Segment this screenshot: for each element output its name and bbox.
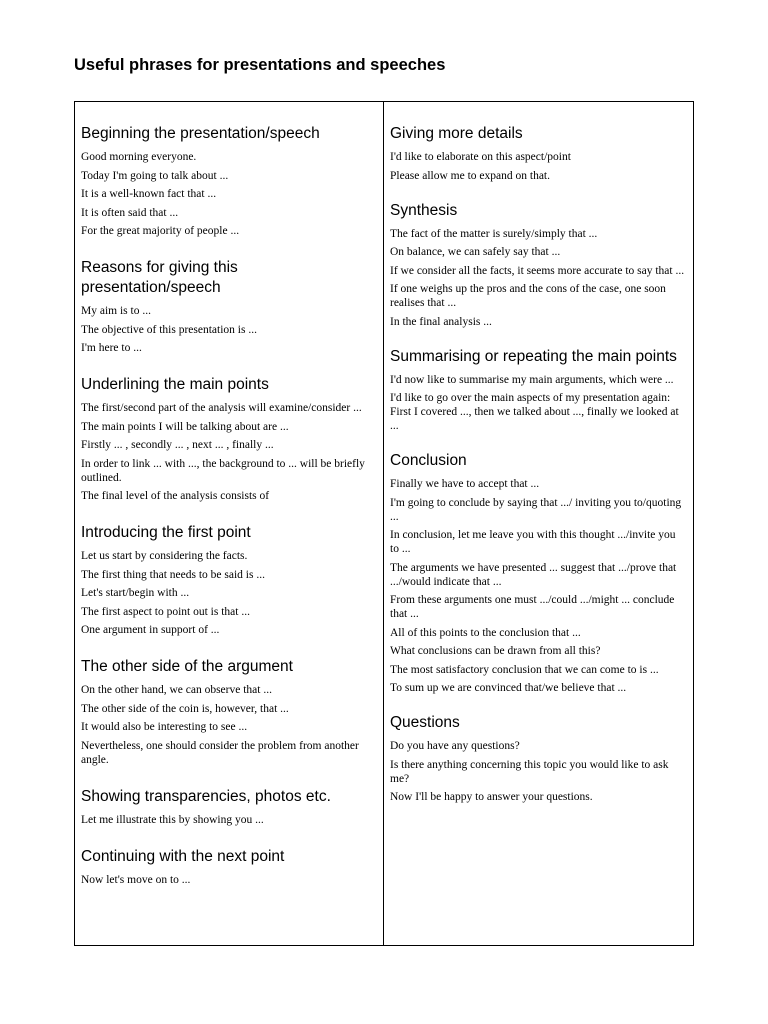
phrase-item: Nevertheless, one should consider the problem from another angle. bbox=[81, 739, 359, 766]
phrase-item: I'm going to conclude by saying that .../ inviting you to/quoting ... bbox=[390, 496, 682, 523]
section-heading: Reasons for giving this presentation/speech bbox=[81, 259, 238, 296]
section-the-other-side-of-the-argument bbox=[81, 657, 377, 767]
section-reasons-for-giving-this-presentation-speech bbox=[81, 258, 377, 355]
phrase-item: I'd like to go over the main aspects of my presentation again: First I covered ..., then we talked about ..., finally we looked at ... bbox=[390, 392, 679, 432]
phrase-item: In the final analysis ... bbox=[390, 315, 492, 328]
section-showing-transparencies-photos-etc bbox=[81, 787, 377, 827]
phrase-item: My aim is to ... bbox=[81, 305, 151, 317]
phrase-item: It is often said that ... bbox=[81, 206, 179, 219]
phrase-item: The other side of the coin is, however, that ... bbox=[81, 702, 289, 715]
section-heading: Introducing the first point bbox=[81, 524, 251, 541]
section-continuing-with-the-next-point bbox=[81, 847, 377, 887]
phrase-item: In conclusion, let me leave you with this thought .../invite you to ... bbox=[390, 529, 676, 555]
phrase-item: Do you have any questions? bbox=[390, 740, 520, 752]
section-beginning-the-presentation-speech bbox=[81, 124, 377, 238]
section-heading: Beginning the presentation/speech bbox=[81, 125, 320, 142]
phrase-item: One argument in support of ... bbox=[81, 624, 220, 636]
phrase-item: If we consider all the facts, it seems more accurate to say that ... bbox=[390, 264, 685, 277]
phrase-item: From these arguments one must .../could .../might ... conclude that ... bbox=[390, 594, 675, 620]
phrase-item: On balance, we can safely say that ... bbox=[390, 246, 561, 258]
phrase-item: The final level of the analysis consists of bbox=[81, 490, 270, 502]
phrases-table bbox=[74, 101, 694, 946]
page-title: Useful phrases for presentations and speeches bbox=[74, 56, 446, 74]
phrase-item: Let us start by considering the facts. bbox=[81, 550, 248, 562]
section-heading: Synthesis bbox=[390, 201, 458, 219]
section-heading: Showing transparencies, photos etc. bbox=[81, 787, 331, 805]
section-giving-more-details bbox=[390, 124, 687, 183]
phrase-item: All of this points to the conclusion that ... bbox=[390, 626, 581, 639]
section-heading: Questions bbox=[390, 714, 460, 731]
phrase-item: Finally we have to accept that ... bbox=[390, 478, 540, 490]
phrase-item: On the other hand, we can observe that ... bbox=[81, 684, 272, 696]
phrase-item: Now I'll be happy to answer your questions. bbox=[390, 791, 593, 803]
phrase-item: To sum up we are convinced that/we believe that ... bbox=[390, 682, 627, 694]
phrase-item: Good morning everyone. bbox=[81, 151, 197, 163]
phrase-item: If one weighs up the pros and the cons of the case, one soon realises that ... bbox=[390, 283, 666, 309]
phrase-item: The fact of the matter is surely/simply that ... bbox=[390, 227, 598, 240]
phrase-item: The first/second part of the analysis will examine/consider ... bbox=[81, 402, 362, 414]
section-heading: Underlining the main points bbox=[81, 376, 269, 393]
phrase-item: In order to link ... with ..., the background to ... will be briefly outlined. bbox=[81, 457, 365, 484]
phrase-item: For the great majority of people ... bbox=[81, 225, 240, 237]
section-conclusion bbox=[390, 451, 687, 695]
section-questions bbox=[390, 713, 687, 804]
section-underlining-the-main-points bbox=[81, 375, 377, 503]
section-heading: Summarising or repeating the main points bbox=[390, 347, 677, 365]
phrase-item: The main points I will be talking about are ... bbox=[81, 420, 289, 433]
section-heading: The other side of the argument bbox=[81, 658, 293, 675]
phrase-item: The arguments we have presented ... suggest that .../prove that .../would indicate that ... bbox=[390, 561, 677, 588]
section-heading: Conclusion bbox=[390, 452, 467, 469]
phrase-item: The most satisfactory conclusion that we can come to is ... bbox=[390, 663, 659, 676]
phrase-item: I'd now like to summarise my main arguments, which were ... bbox=[390, 373, 674, 386]
phrase-item: What conclusions can be drawn from all this? bbox=[390, 645, 601, 657]
section-heading: Giving more details bbox=[390, 125, 523, 142]
section-heading: Continuing with the next point bbox=[81, 847, 285, 865]
phrase-item: Firstly ... , secondly ... , next ... , finally ... bbox=[81, 439, 274, 451]
left-column bbox=[75, 102, 384, 945]
phrase-item: The first thing that needs to be said is ... bbox=[81, 568, 265, 581]
phrase-item: Let me illustrate this by showing you ... bbox=[81, 813, 264, 826]
section-summarising-or-repeating-the-main-points bbox=[390, 347, 687, 434]
phrase-item: I'd like to elaborate on this aspect/point bbox=[390, 151, 571, 163]
section-synthesis bbox=[390, 201, 687, 329]
right-column bbox=[384, 102, 693, 945]
phrase-item: It would also be interesting to see ... bbox=[81, 721, 248, 733]
phrase-item: Let's start/begin with ... bbox=[81, 587, 190, 599]
phrase-item: The objective of this presentation is ... bbox=[81, 323, 257, 336]
phrase-item: Is there anything concerning this topic you would like to ask me? bbox=[390, 758, 669, 785]
phrase-item: I'm here to ... bbox=[81, 342, 142, 354]
phrase-item: Please allow me to expand on that. bbox=[390, 169, 551, 182]
section-introducing-the-first-point bbox=[81, 523, 377, 637]
phrase-item: Now let's move on to ... bbox=[81, 873, 191, 886]
phrase-item: It is a well-known fact that ... bbox=[81, 188, 217, 200]
phrase-item: Today I'm going to talk about ... bbox=[81, 169, 229, 182]
phrase-item: The first aspect to point out is that ... bbox=[81, 605, 250, 618]
